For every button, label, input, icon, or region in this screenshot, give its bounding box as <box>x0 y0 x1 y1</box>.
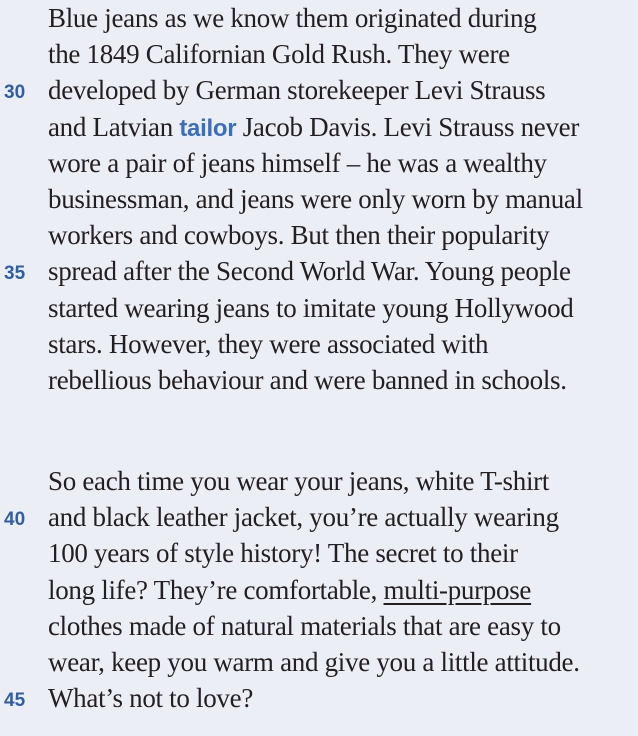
text-line <box>0 253 638 289</box>
line-number: 35 <box>4 263 26 285</box>
line-text: started wearing jeans to imitate young Hollywood <box>48 292 574 323</box>
line-text: workers and cowboys. But then their popularity <box>48 220 550 251</box>
line-text-start: long life? They’re comfortable, <box>48 574 384 605</box>
text-line <box>0 145 638 181</box>
text-line <box>0 217 638 253</box>
line-text: clothes made of natural materials that are easy to <box>48 610 561 641</box>
text-line <box>0 572 638 608</box>
paragraph-style-history <box>0 463 638 716</box>
line-text: Blue jeans as we know them originated during <box>48 3 537 33</box>
text-line <box>0 181 638 217</box>
text-line <box>0 499 638 535</box>
line-text: rebellious behaviour and were banned in schools. <box>48 364 567 395</box>
line-text: So each time you wear your jeans, white T-shirt <box>48 466 550 496</box>
line-text: wear, keep you warm and give you a little attitude. <box>48 646 580 677</box>
line-text: developed by German storekeeper Levi Strauss <box>48 75 546 106</box>
line-text: stars. However, they were associated with <box>48 328 489 359</box>
text-line <box>0 36 638 72</box>
text-line <box>0 72 638 108</box>
text-line <box>0 0 638 36</box>
text-line <box>0 535 638 571</box>
line-text: 100 years of style history! The secret to their <box>48 538 518 569</box>
text-line <box>0 290 638 326</box>
line-number: 45 <box>4 690 26 712</box>
text-line <box>0 109 638 145</box>
text-line <box>0 644 638 680</box>
line-text: businessman, and jeans were only worn by manual <box>48 183 583 214</box>
line-text-end: Jacob Davis. Levi Strauss never <box>236 111 580 142</box>
line-text <box>48 572 531 608</box>
line-text: spread after the Second World War. Young people <box>48 256 571 287</box>
line-text: the 1849 Californian Gold Rush. They were <box>48 39 510 70</box>
text-line <box>0 326 638 362</box>
line-text-start: and Latvian <box>48 111 180 142</box>
line-text <box>48 109 579 147</box>
line-text: and black leather jacket, you’re actually wearing <box>48 502 559 533</box>
text-line <box>0 680 638 716</box>
line-text: wore a pair of jeans himself – he was a wealthy <box>48 147 547 178</box>
text-line <box>0 362 638 398</box>
text-line <box>0 463 638 499</box>
line-number: 40 <box>4 509 26 531</box>
line-number: 30 <box>4 82 26 104</box>
text-line <box>0 608 638 644</box>
line-text: What’s not to love? <box>48 683 254 714</box>
underlined-word-multi-purpose[interactable]: multi-purpose <box>383 574 532 605</box>
highlighted-word-tailor[interactable]: tailor <box>179 114 237 142</box>
